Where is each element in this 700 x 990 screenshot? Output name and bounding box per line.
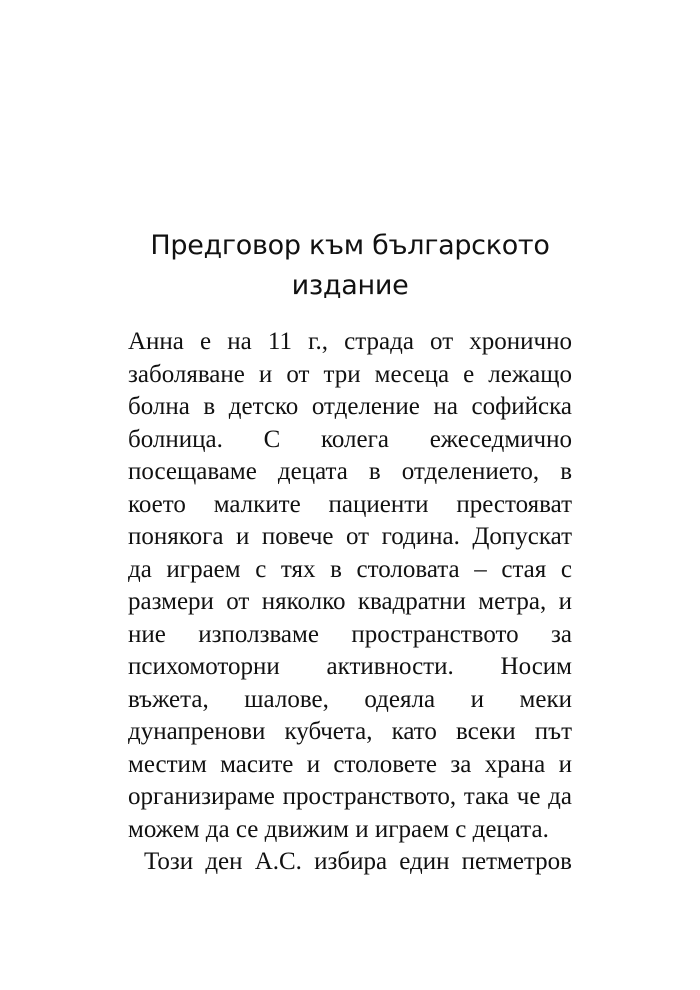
text-line: Анна е на 11 г., страда от хронично (128, 328, 572, 355)
body-text (128, 326, 572, 879)
text-line: понякога и повече от година. Допускат (128, 523, 572, 550)
text-line: което малките пациенти престояват (128, 490, 572, 518)
text-line: да играем с тях в столовата – стая с (128, 555, 572, 583)
text-line: ние използваме пространството за (128, 620, 572, 648)
paragraph-1 (128, 326, 572, 846)
text-line: въжета, шалове, одеяла и меки (128, 685, 572, 713)
page-title (100, 226, 600, 306)
text-line: можем да се движим и играем с децата. (128, 815, 549, 843)
text-line: болница. С колега ежеседмично (128, 425, 572, 453)
text-line: местим масите и столовете за храна и (128, 750, 572, 778)
text-line: организираме пространството, така че да (128, 783, 572, 810)
title-line-2: издание (291, 270, 409, 301)
text-line: посещаваме децата в отделението, в (128, 458, 572, 485)
text-line: Този ден А.С. избира един петметров (144, 848, 572, 875)
text-line: болна в детско отделение на софийска (128, 393, 572, 420)
text-line: дунапренови кубчета, като всеки път (128, 718, 572, 745)
text-line: размери от няколко квадратни метра, и (128, 588, 572, 615)
text-line: заболяване и от три месеца е лежащо (128, 360, 572, 388)
paragraph-2 (128, 846, 572, 879)
title-line-1: Предговор към българското (150, 230, 550, 261)
text-line: психомоторни активности. Носим (128, 653, 572, 680)
